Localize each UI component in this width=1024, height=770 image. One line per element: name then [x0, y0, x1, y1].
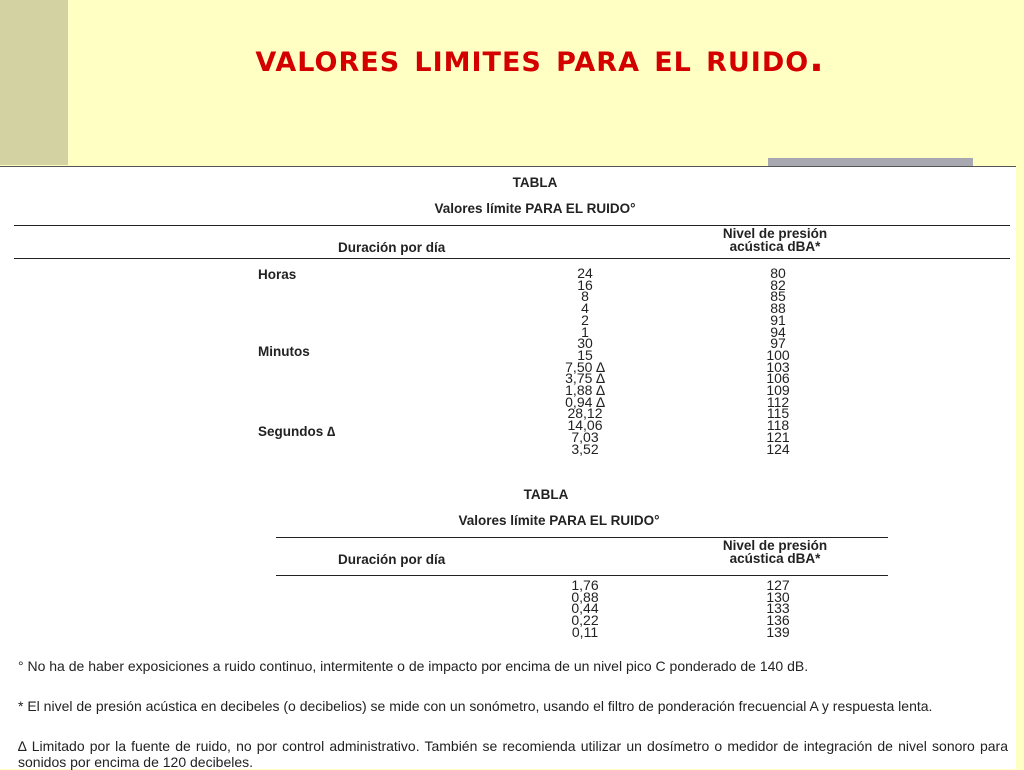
table1-top-rule [14, 225, 1010, 226]
table1-duration-cell: 14,06 [567, 417, 603, 434]
table2-duration-cell: 0,44 [571, 600, 599, 617]
table1-duration-cell: 4 [581, 300, 589, 317]
table2-col-level-line2: acústica dBA* [729, 551, 821, 566]
table1-level-cell: 112 [766, 393, 790, 410]
table2-col-level-line1: Nivel de presión [722, 538, 828, 553]
table1-level-cell: 82 [770, 276, 786, 293]
table1-duration-cell: 7,03 [571, 428, 599, 445]
table1-level-column [718, 265, 838, 457]
table1-level-cell: 94 [770, 323, 786, 340]
table2-duration-cell: 1,76 [571, 577, 599, 593]
slide-title: valores limites para el ruido. [255, 36, 825, 80]
table2-level-cell: 133 [766, 600, 790, 617]
table1-level-cell: 97 [770, 335, 786, 352]
table1-col-duration: Duración por día [338, 240, 446, 255]
table1-col-level [660, 227, 890, 253]
table1-duration-cell: 2 [581, 311, 589, 328]
table1-col-level-line2: acústica dBA* [729, 239, 821, 254]
table2-level-column [718, 577, 838, 640]
table1-duration-cell: 30 [577, 335, 593, 352]
table1-level-cell: 106 [766, 370, 790, 387]
table1-level-cell: 100 [766, 346, 790, 363]
table1-duration-cell: 24 [577, 265, 593, 281]
table1-duration-cell: 1 [581, 323, 589, 340]
table1-duration-cell: 1,88 ∆ [565, 382, 605, 399]
document-scan [0, 166, 1016, 769]
group-label-horas: Horas [258, 267, 297, 282]
table1-level-cell: 109 [766, 382, 790, 399]
table1-duration-cell: 7,50 ∆ [565, 358, 605, 375]
footnote-delta: ∆ Limitado por la fuente de ruido, no por control administrativo. También se recomienda utilizar un dosímetro o medidor de integración de nivel sonoro para sonidos por encima de 120 decibeles. [18, 738, 1008, 770]
footnote-asterisk: * El nivel de presión acústica en decibeles (o decibelios) se mide con un sonómetro, usando el filtro de ponderación frecuencial A y respuesta lenta. [18, 698, 933, 714]
table2-level-cell: 130 [766, 588, 790, 605]
table1-level-cell: 88 [770, 300, 786, 317]
table1-level-cell: 124 [766, 440, 790, 457]
table2-level-cell: 139 [766, 623, 790, 640]
table1-duration-cell: 16 [577, 276, 593, 293]
table2-col-duration: Duración por día [338, 552, 446, 567]
table1-level-cell: 91 [770, 311, 786, 328]
table2-duration-cell: 0,22 [571, 612, 599, 629]
table1-level-cell: 118 [766, 417, 790, 434]
table2-duration-cell: 0,88 [571, 588, 599, 605]
table1-subcaption: Valores límite PARA EL RUIDO° [434, 201, 636, 216]
table1-col-level-line1: Nivel de presión [722, 226, 828, 241]
table2-level-cell: 136 [766, 612, 790, 629]
table1-level-cell: 121 [766, 428, 790, 445]
table1-duration-cell: 3,52 [571, 440, 599, 457]
group-label-segundos: Segundos ∆ [258, 424, 336, 439]
table2-duration-cell: 0,11 [571, 623, 599, 640]
table1-duration-column [520, 265, 650, 457]
table1-caption: TABLA [512, 175, 558, 190]
table1-level-cell: 103 [766, 358, 790, 375]
table1-duration-cell: 15 [577, 346, 593, 363]
table1-level-cell: 115 [766, 405, 790, 422]
group-label-minutos: Minutos [258, 344, 310, 359]
table1-duration-cell: 28,12 [567, 405, 603, 422]
table2-caption: TABLA [523, 487, 569, 502]
table2-header-rule [276, 575, 888, 576]
decorative-accent-bar [768, 158, 973, 166]
table2-col-level [660, 539, 890, 565]
decorative-side-bar [0, 0, 68, 165]
table2-duration-column [520, 577, 650, 640]
table1-duration-cell: 3,75 ∆ [565, 370, 605, 387]
table2-subcaption: Valores límite PARA EL RUIDO° [458, 513, 660, 528]
table2-level-cell: 127 [766, 577, 790, 593]
table1-level-cell: 80 [770, 265, 786, 281]
table1-level-cell: 85 [770, 288, 786, 305]
footnote-degree: ° No ha de haber exposiciones a ruido continuo, intermitente o de impacto por encima de un nivel pico C ponderado de 140 dB. [18, 658, 809, 674]
table1-duration-cell: 8 [581, 288, 589, 305]
table1-header-rule [14, 258, 1010, 259]
table1-duration-cell: 0,94 ∆ [565, 393, 605, 410]
